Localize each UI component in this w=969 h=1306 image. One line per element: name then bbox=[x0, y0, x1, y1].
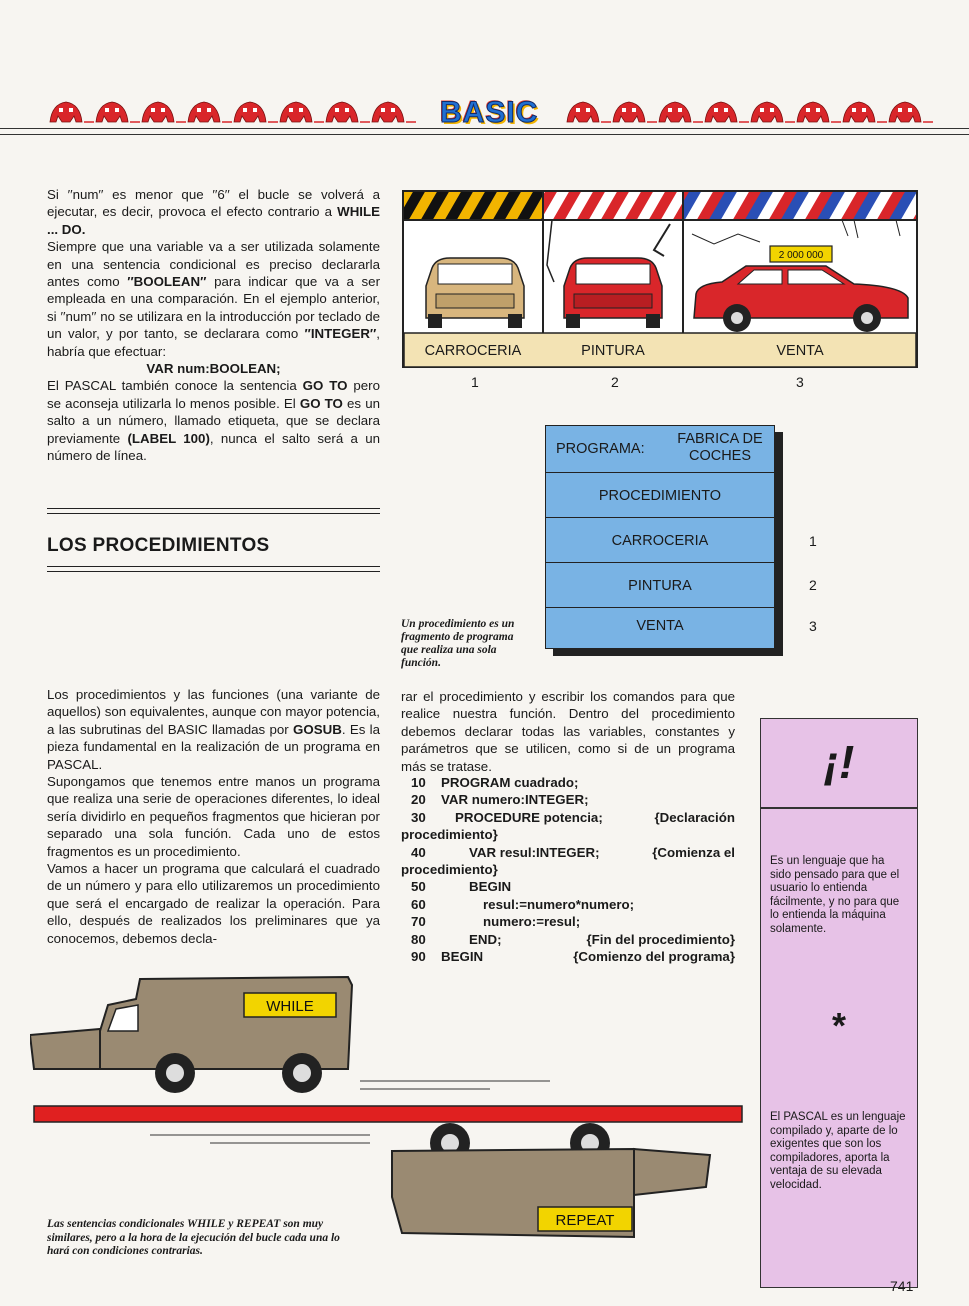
programa-label: PROGRAMA: bbox=[556, 441, 645, 457]
program-line bbox=[401, 878, 741, 895]
program-line bbox=[401, 844, 741, 861]
asterisk-icon: * bbox=[831, 1005, 846, 1046]
stack-caption: Un procedimiento es un fragmento de programa que realiza una sola función. bbox=[401, 618, 515, 669]
section-rule-bottom bbox=[47, 566, 380, 572]
svg-text:2 000 000: 2 000 000 bbox=[778, 250, 824, 261]
program-line bbox=[401, 948, 741, 965]
vans-caption: Las sentencias condicionales WHILE y REPEAT son muy similares, pero a la hora de la ejecución del bucle cada una lo hará con condiciones contrarias. bbox=[47, 1218, 340, 1257]
stack-number-1: 1 bbox=[809, 533, 817, 549]
line-code: BEGIN bbox=[469, 879, 512, 895]
paragraph: Siempre que una variable va a ser utilizada solamente en una sentencia condicional es preciso declararla antes como ′′BOOLEAN′′ para indicar que va a ser empleada en una comparación. En el ejemplo anterior, si ′′num′′ no se utilizara en la introducción por teclado de un valor, y por tanto, se declarara como ′′INTEGER′′, habría que efectuar: bbox=[47, 239, 380, 359]
line-code: procedimiento} bbox=[401, 861, 498, 877]
stack-number-3: 3 bbox=[809, 618, 817, 634]
panel-label-venta: VENTA bbox=[776, 343, 824, 359]
vans-illustration bbox=[30, 965, 755, 1245]
paragraph: El PASCAL también conoce la sentencia GO TO pero se aconseja utilizarla lo menos posible. El GO TO es un salto a un número, llamado etiqueta, que se declara previamente (LABEL 100), nunca el salto será a un número de línea. bbox=[47, 378, 380, 464]
crab-icon bbox=[372, 102, 416, 122]
line-code: VAR resul:INTEGER; bbox=[469, 844, 600, 860]
line-number: 20 bbox=[411, 792, 426, 808]
line-number: 10 bbox=[411, 775, 426, 790]
crab-icon bbox=[705, 102, 749, 122]
stack-number-2: 2 bbox=[809, 577, 817, 593]
stack-row-programa bbox=[545, 425, 775, 473]
program-line bbox=[401, 826, 741, 843]
page-number: 741 bbox=[890, 1278, 914, 1294]
crab-icon bbox=[96, 102, 140, 122]
stack-row-pintura: PINTURA bbox=[545, 562, 775, 608]
crab-icon bbox=[188, 102, 232, 122]
line-code: END; bbox=[469, 931, 502, 947]
section-badge: BASIC bbox=[440, 96, 539, 129]
header-rule-bottom bbox=[0, 134, 969, 135]
line-number: 50 bbox=[411, 879, 426, 895]
crab-icon bbox=[843, 102, 887, 122]
paragraph: Vamos a hacer un programa que calculará el cuadrado de un número y para ello utilizaremos un procedimiento que será el encargado de realizar la operación. Para ello, después de realizados los preliminares que ya conocemos, debemos decla- bbox=[47, 861, 380, 946]
programa-name: FABRICA DE COCHES bbox=[677, 431, 763, 464]
sidebar-note-1: Es un lenguaje que ha sido pensado para que el usuario lo entienda fácilmente, y no para que lo entienda la máquina solamente. bbox=[770, 855, 900, 935]
line-code: BEGIN bbox=[441, 948, 484, 964]
program-listing bbox=[401, 774, 741, 965]
line-number: 80 bbox=[411, 931, 426, 947]
crab-icon bbox=[751, 102, 795, 122]
panel-label-pintura: PINTURA bbox=[581, 343, 645, 359]
crab-icon bbox=[234, 102, 278, 122]
stack-row-venta: VENTA bbox=[545, 607, 775, 649]
line-comment: {Declaración bbox=[654, 809, 735, 825]
beige-car-icon bbox=[426, 258, 524, 328]
line-number: 60 bbox=[411, 896, 426, 912]
line-number: 90 bbox=[411, 948, 426, 964]
code-var-boolean: VAR num:BOOLEAN; bbox=[146, 361, 281, 377]
factory-diagram bbox=[402, 190, 918, 368]
line-comment: {Comienza el bbox=[652, 844, 735, 860]
right-column-intro: rar el procedimiento y escribir los comandos para que realice nuestra función. Dentro del procedimiento debemos declarar todas las variables, constantes y parámetros que se utilicen, como si de un programa más se tratase. bbox=[401, 689, 735, 774]
stripe-bar-1 bbox=[404, 192, 543, 220]
section-title: LOS PROCEDIMIENTOS bbox=[47, 535, 270, 556]
line-code: procedimiento} bbox=[401, 827, 498, 843]
exclamation-icon: ¡! bbox=[823, 736, 855, 788]
svg-text:WHILE: WHILE bbox=[266, 998, 314, 1015]
program-line bbox=[401, 809, 741, 826]
paragraph: Supongamos que tenemos entre manos un programa que realiza una serie de operaciones diferentes, lo ideal sería dividirlo en pequeños fragmentos que hicieran por separado una sola función. Cada uno de estos fragmentos es un procedimiento. bbox=[47, 774, 380, 859]
left-column-body bbox=[47, 686, 380, 947]
crab-icon bbox=[567, 102, 611, 122]
line-code: VAR numero:INTEGER; bbox=[441, 792, 589, 808]
paragraph: Los procedimientos y las funciones (una variante de aquellos) son equivalentes, aunque con mayor potencia, a las subrutinas del BASIC llamadas por GOSUB. Es la pieza fundamental en la realización de un programa en PASCAL. bbox=[47, 687, 381, 772]
while-van-icon bbox=[30, 977, 550, 1093]
crab-icon bbox=[889, 102, 933, 122]
line-code: resul:=numero*numero; bbox=[483, 896, 635, 912]
svg-text:REPEAT: REPEAT bbox=[555, 1212, 615, 1229]
line-comment: {Comienzo del programa} bbox=[573, 948, 735, 964]
section-rule-top bbox=[47, 508, 380, 514]
program-line bbox=[401, 861, 741, 878]
program-line bbox=[401, 896, 741, 913]
panel-number-3: 3 bbox=[796, 374, 804, 390]
crab-row-left bbox=[50, 102, 416, 122]
line-code: PROGRAM cuadrado; bbox=[441, 775, 579, 790]
stripe-bar-2 bbox=[544, 192, 683, 220]
crab-row-right bbox=[567, 102, 933, 122]
panel-number-2: 2 bbox=[611, 374, 619, 390]
crab-icon bbox=[50, 102, 94, 122]
program-line bbox=[401, 774, 741, 791]
crab-icon bbox=[613, 102, 657, 122]
panel-label-carroceria: CARROCERIA bbox=[424, 343, 522, 359]
road-bar bbox=[34, 1106, 742, 1122]
crab-icon bbox=[142, 102, 186, 122]
program-line bbox=[401, 931, 741, 948]
stack-row-carroceria: CARROCERIA bbox=[545, 517, 775, 563]
line-comment: {Fin del procedimiento} bbox=[586, 931, 735, 947]
stripe-bar-3 bbox=[684, 192, 916, 220]
sidebar-notes-box bbox=[760, 808, 918, 1288]
paragraph: Si ′′num′′ es menor que ′′6′′ el bucle se volverá a ejecutar, es decir, provoca el efecto contrario a WHILE ... DO. bbox=[47, 187, 380, 237]
sidebar-note-2: El PASCAL es un lenguaje compilado y, aparte de lo exigentes que son los compiladores, aporta la ventaja de su elevada velocidad. bbox=[770, 1111, 906, 1191]
sidebar-exclaim-box bbox=[760, 718, 918, 808]
crab-icon bbox=[280, 102, 324, 122]
program-line bbox=[401, 913, 741, 930]
line-code: numero:=resul; bbox=[483, 914, 581, 930]
line-number: 70 bbox=[411, 914, 426, 930]
stack-row-procedimiento: PROCEDIMIENTO bbox=[545, 472, 775, 518]
crab-icon bbox=[659, 102, 703, 122]
crab-icon bbox=[797, 102, 841, 122]
line-number: 40 bbox=[411, 844, 426, 860]
line-code: PROCEDURE potencia; bbox=[455, 809, 603, 825]
crab-icon bbox=[326, 102, 370, 122]
line-number: 30 bbox=[411, 809, 426, 825]
panel-number-1: 1 bbox=[471, 374, 479, 390]
left-column-intro bbox=[47, 186, 380, 465]
program-line bbox=[401, 791, 741, 808]
